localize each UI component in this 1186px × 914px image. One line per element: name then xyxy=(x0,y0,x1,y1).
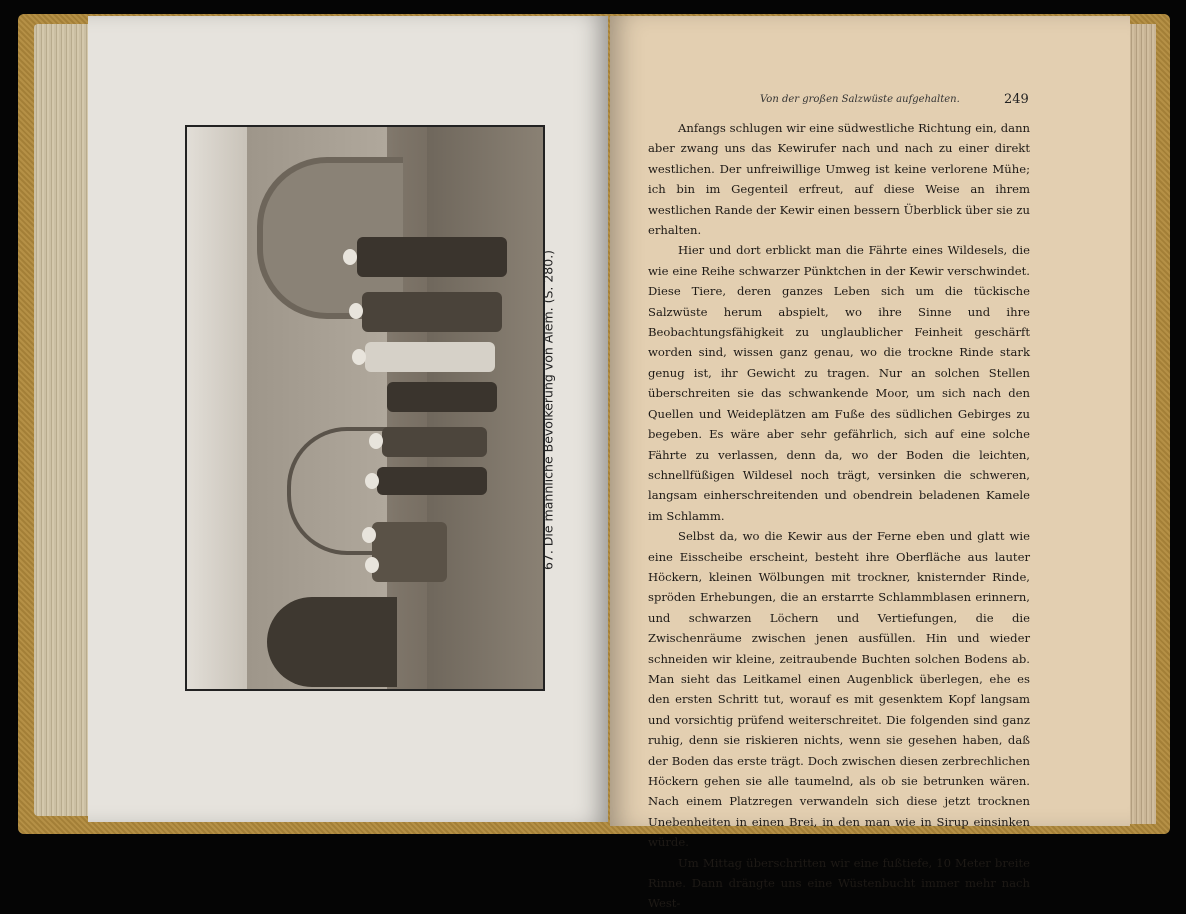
running-head: Von der großen Salzwüste aufgehalten. xyxy=(760,94,960,105)
paragraph: Um Mittag überschritten wir eine fußtiefe, 10 Meter breite Rinne. Dann drängte uns eine Wüstenbucht immer mehr nach West- xyxy=(648,855,1030,911)
photograph xyxy=(187,127,543,689)
photo-person xyxy=(372,522,447,582)
photo-turban xyxy=(369,433,383,449)
figure-caption-text: 67. Die männliche Bevölkerung von Alem. (S. 280.) xyxy=(540,249,556,571)
photo-arch-lower xyxy=(267,597,397,687)
photograph-frame xyxy=(185,125,545,691)
page-number: 249 xyxy=(1004,92,1029,107)
paragraph: Selbst da, wo die Kewir aus der Ferne eben und glatt wie eine Eisscheibe erscheint, besteht ihre Oberfläche aus lauter Höckern, kleinen Wölbungen mit trockner, knisternder Rinde, spröden Erhebungen, die an erstarrte Schlammblasen erinnern, und schwarzen Löchern und Vertiefungen, die die Zwischenräume zwischen jenen ausfüllen. Hin und wieder schneiden wir kleine, zeitraubende Buchten solchen Bodens ab. Man sieht das Leitkamel einen Augenblick überlegen, ehe es den ersten Schritt tut, worauf es mit gesenktem Kopf langsam und vorsichtig prüfend weiterschreitet. Die folgenden sind ganz ruhig, denn sie riskieren nichts, wenn sie gesehen haben, daß der Boden das erste trägt. Doch zwischen diesen zerbrechlichen Höckern gehen sie alle taumelnd, als ob sie betrunken wären. Nach einem Platzregen verwandeln sich diese jetzt trocknen Unebenheiten in einen Brei, in den man wie in Sirup einsinken würde. xyxy=(648,529,1030,850)
photo-person xyxy=(357,237,507,277)
photo-person xyxy=(382,427,487,457)
photo-turban xyxy=(362,527,376,543)
photo-turban xyxy=(349,303,363,319)
figure-caption xyxy=(530,130,566,690)
photo-turban xyxy=(365,557,379,573)
paragraph: Hier und dort erblickt man die Fährte eines Wildesels, die wie eine Reihe schwarzer Pünktchen in der Kewir verschwindet. Diese Tiere, deren ganzes Leben sich um die tückische Salzwüste herum abspielt, wo ihre Sinne und ihre Beobachtungsfähigkeit zu unglaublicher Feinheit geschärft worden sind, wissen ganz genau, wo die trockne Rinde stark genug ist, ihr Gewicht zu tragen. Nur an solchen Stellen überschreiten sie das schwankende Moor, um sich nach den Quellen und Weideplätzen am Fuße des südlichen Gebirges zu begeben. Es wäre aber sehr gefährlich, sich auf eine solche Fährte zu verlassen, denn da, wo der Boden die leichten, schnellfüßigen Wildesel noch trägt, versinken die schweren, langsam einherschreitenden und obendrein beladenen Kamele im Schlamm. xyxy=(648,243,1030,523)
photo-turban xyxy=(365,473,379,489)
photo-person xyxy=(365,342,495,372)
photo-turban xyxy=(343,249,357,265)
photo-person xyxy=(387,382,497,412)
photo-sky xyxy=(187,127,247,689)
photo-person xyxy=(377,467,487,495)
body-text xyxy=(648,118,1030,914)
photo-person xyxy=(362,292,502,332)
paragraph: Anfangs schlugen wir eine südwestliche Richtung ein, dann aber zwang uns das Kewirufer nach und nach zu einer direkt westlichen. Der unfreiwillige Umweg ist keine verlorene Mühe; ich bin im Gegenteil erfreut, auf diese Weise an ihrem westlichen Rande der Kewir einen bessern Überblick über sie zu erhalten. xyxy=(648,121,1030,238)
photo-turban xyxy=(352,349,366,365)
